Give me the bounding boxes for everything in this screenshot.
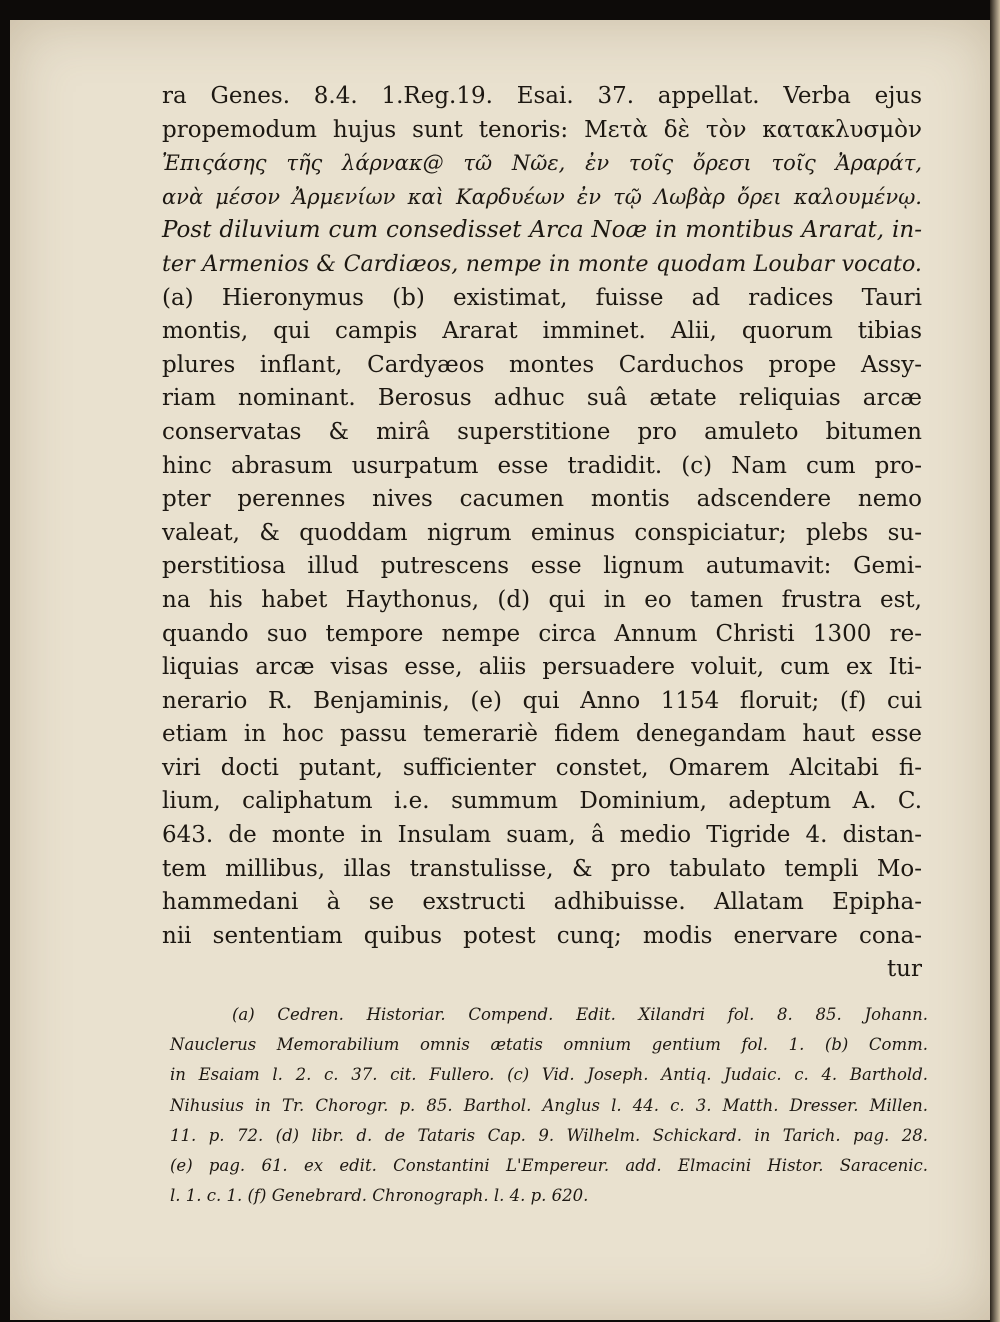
footnote-line: in Esaiam l. 2. c. 37. cit. Fullero. (c) Vid. Joseph. Antiq. Judaic. c. 4. Barthold. bbox=[170, 1065, 928, 1085]
text-line: etiam in hoc passu temerariè fidem denegandam haut esse bbox=[162, 721, 922, 748]
footnote-line: Nihusius in Tr. Chorogr. p. 85. Barthol. Anglus l. 44. c. 3. Matth. Dresser. Millen. bbox=[170, 1095, 928, 1115]
text-line: montis, qui campis Ararat imminet. Alii, quorum tibias bbox=[162, 318, 922, 345]
greek-text-line: Ἐπιςάσης τῆς λάρνακ@ τῶ Νῶε, ἐν τοῖς ὄρεσι τοῖς Ἀραράτ, bbox=[162, 151, 922, 176]
text-line: riam nominant. Berosus adhuc suâ ætate reliquias arcæ bbox=[162, 385, 922, 412]
text-line: na his habet Haythonus, (d) qui in eo tamen frustra est, bbox=[162, 586, 922, 613]
footnotes bbox=[170, 1000, 928, 1211]
footnote-line: Nauclerus Memorabilium omnis ætatis omnium gentium fol. 1. (b) Comm. bbox=[170, 1035, 928, 1055]
text-line: ter Armenios & Cardiæos, nempe in monte quodam Loubar vocato. bbox=[162, 250, 922, 277]
text-line: 643. de monte in Insulam suam, â medio Tigride 4. distan- bbox=[162, 822, 922, 849]
book-page bbox=[10, 20, 992, 1320]
text-line: tem millibus, illas transtulisse, & pro tabulato templi Mo- bbox=[162, 855, 922, 882]
text-line: hinc abrasum usurpatum esse tradidit. (c) Nam cum pro- bbox=[162, 452, 922, 479]
text-line: hammedani à se exstructi adhibuisse. Allatam Epipha- bbox=[162, 889, 922, 916]
text-line: Post diluvium cum consedisset Arca Noæ in montibus Ararat, in- bbox=[162, 217, 922, 244]
footnote-line: (e) pag. 61. ex edit. Constantini L'Empereur. add. Elmacini Histor. Saracenic. bbox=[170, 1155, 928, 1175]
text-line: lium, caliphatum i.e. summum Dominium, adeptum A. C. bbox=[162, 788, 922, 815]
page-edge bbox=[990, 0, 1000, 1322]
text-line: (a) Hieronymus (b) existimat, fuisse ad radices Tauri bbox=[162, 284, 922, 311]
footnote-line: l. 1. c. 1. (f) Genebrard. Chronograph. l. 4. p. 620. bbox=[170, 1186, 589, 1206]
text-line: nerario R. Benjaminis, (e) qui Anno 1154 floruit; (f) cui bbox=[162, 687, 922, 714]
text-line: pter perennes nives cacumen montis adscendere nemo bbox=[162, 486, 922, 513]
text-line: perstitiosa illud putrescens esse lignum autumavit: Gemi- bbox=[162, 553, 922, 580]
footnote-line: (a) Cedren. Historiar. Compend. Edit. Xilandri fol. 8. 85. Johann. bbox=[232, 1005, 928, 1024]
main-text bbox=[162, 80, 922, 987]
text-line: propemodum hujus sunt tenoris: Μετὰ δὲ τὸν κατακλυσμὸν bbox=[162, 116, 922, 143]
text-line: quando suo tempore nempe circa Annum Christi 1300 re- bbox=[162, 620, 922, 647]
text-line: ra Genes. 8.4. 1.Reg.19. Esai. 37. appellat. Verba ejus bbox=[162, 83, 922, 109]
text-line: conservatas & mirâ superstitione pro amuleto bitumen bbox=[162, 418, 922, 445]
text-line: plures inflant, Cardyæos montes Carduchos prope Assy- bbox=[162, 351, 922, 378]
text-line: valeat, & quoddam nigrum eminus conspiciatur; plebs su- bbox=[162, 519, 922, 546]
greek-text-line: ανὰ μέσον Ἀρμενίων καὶ Καρδυέων ἐν τῷ Λωβὰρ ὄρει καλουμένῳ. bbox=[162, 184, 922, 209]
catchword: tur bbox=[886, 956, 922, 983]
text-line: nii sententiam quibus potest cunq; modis enervare cona- bbox=[162, 922, 922, 949]
text-line: viri docti putant, sufficienter constet, Omarem Alcitabi fi- bbox=[162, 754, 922, 781]
footnote-line: 11. p. 72. (d) libr. d. de Tataris Cap. 9. Wilhelm. Schickard. in Tarich. pag. 28. bbox=[170, 1125, 928, 1145]
text-line: liquias arcæ visas esse, aliis persuadere voluit, cum ex Iti- bbox=[162, 654, 922, 681]
